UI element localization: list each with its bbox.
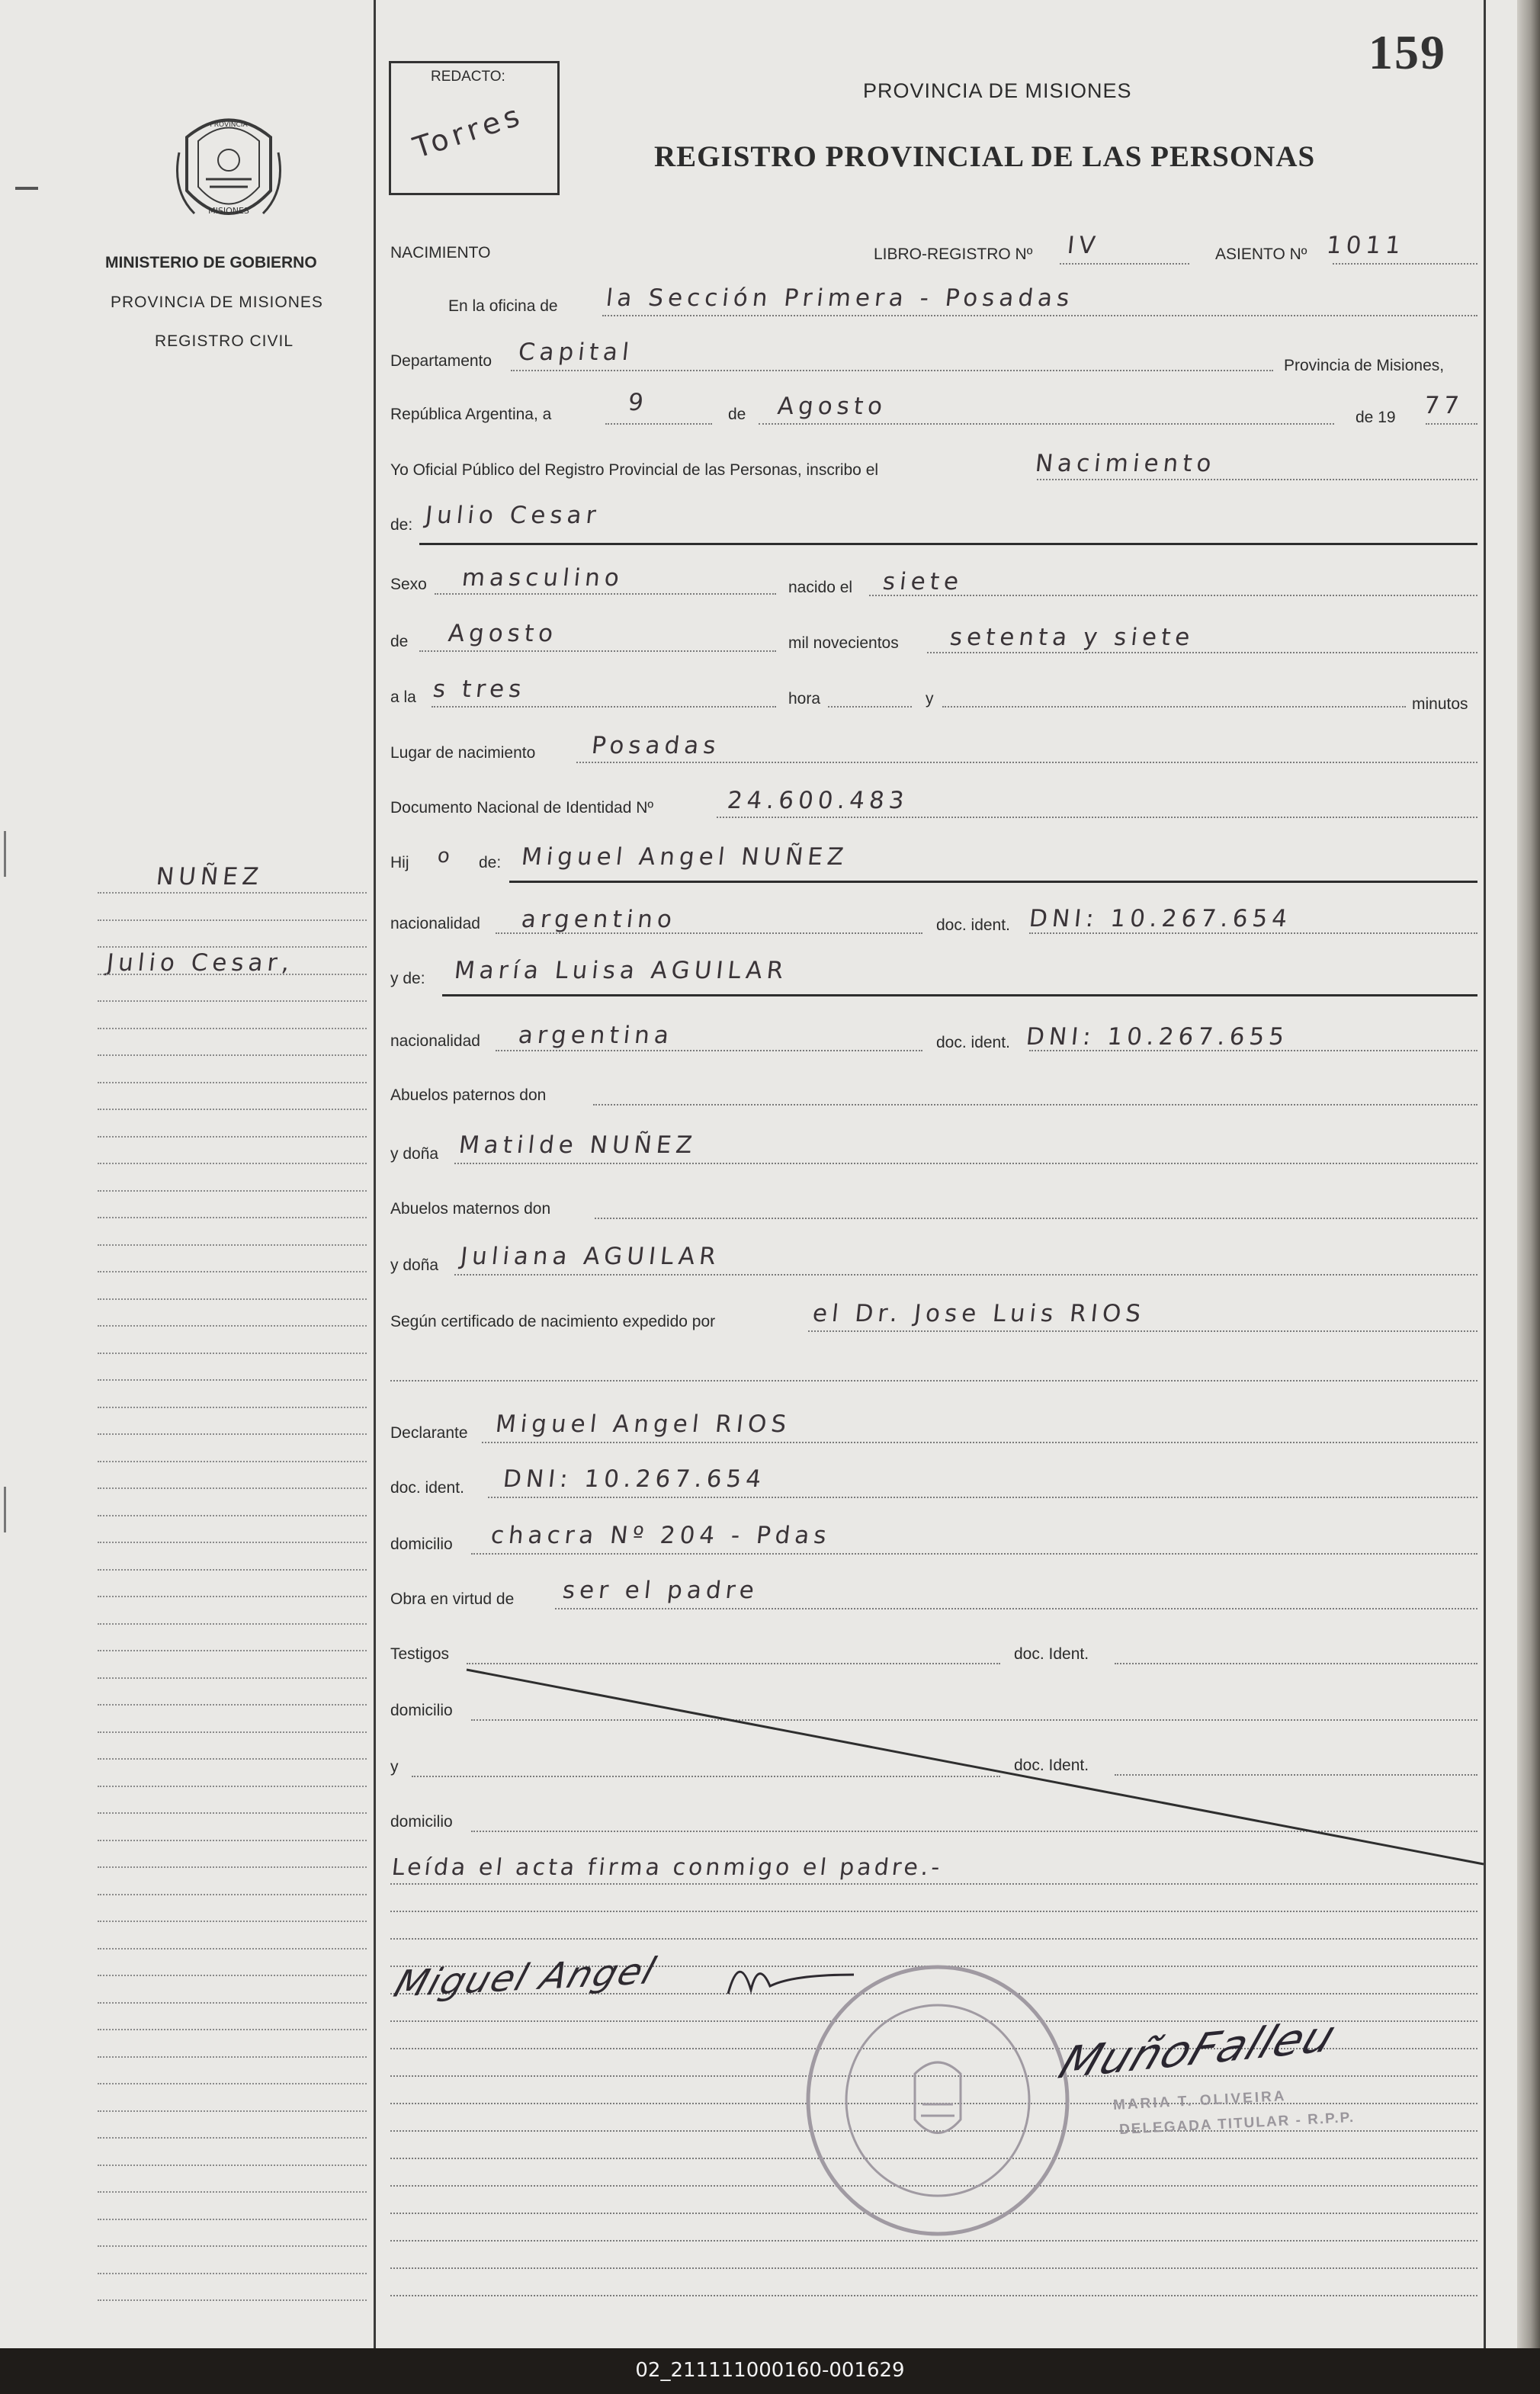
file-id-caption: 02_211111000160-001629 bbox=[635, 2359, 905, 2382]
testigo-doc-ident-label-1: doc. Ident. bbox=[1014, 1645, 1089, 1663]
abuela-materna-value: Juliana AGUILAR bbox=[459, 1243, 722, 1270]
nacionalidad-label-1: nacionalidad bbox=[390, 915, 480, 932]
hij-suffix: o bbox=[436, 845, 456, 868]
de-name-label: de: bbox=[390, 516, 413, 534]
page-number: 159 bbox=[1368, 25, 1446, 79]
body-rule-line bbox=[390, 1911, 1477, 1912]
de-padre-label: de: bbox=[479, 854, 502, 871]
province-title: PROVINCIA DE MISIONES bbox=[863, 79, 1132, 102]
dni-label: Documento Nacional de Identidad Nº bbox=[390, 799, 654, 817]
minutos-label: minutos bbox=[1412, 695, 1468, 713]
testigos-label: Testigos bbox=[390, 1645, 450, 1663]
doc-ident-label: doc. ident. bbox=[390, 1479, 464, 1497]
asiento-label: ASIENTO Nº bbox=[1215, 245, 1307, 263]
obra-label: Obra en virtud de bbox=[390, 1590, 515, 1608]
record-type-label: NACIMIENTO bbox=[390, 244, 491, 262]
inscribo-value: Nacimiento bbox=[1034, 450, 1218, 477]
libro-label: LIBRO-REGISTRO Nº bbox=[874, 245, 1033, 263]
docident-label-2: doc. ident. bbox=[936, 1034, 1010, 1051]
month-value: Agosto bbox=[776, 393, 889, 420]
official-title: DELEGADA TITULAR - R.P.P. bbox=[1118, 2109, 1356, 2139]
republica-label: República Argentina, a bbox=[390, 406, 552, 423]
registry-title: REGISTRO PROVINCIAL DE LAS PERSONAS bbox=[654, 140, 1316, 173]
body-rule-line bbox=[390, 2267, 1477, 2269]
nacionalidad-label-2: nacionalidad bbox=[390, 1032, 480, 1050]
dni-value: 24.600.483 bbox=[726, 787, 910, 814]
abuelos-paternos-label: Abuelos paternos don bbox=[390, 1086, 547, 1104]
name-value: Julio Cesar bbox=[424, 502, 602, 529]
declarante-label: Declarante bbox=[390, 1424, 468, 1442]
lugar-label: Lugar de nacimiento bbox=[390, 744, 536, 762]
departamento-value: Capital bbox=[517, 339, 635, 366]
provincia-suffix: Provincia de Misiones, bbox=[1284, 357, 1445, 374]
sexo-value: masculino bbox=[460, 564, 625, 592]
libro-value: IV bbox=[1066, 232, 1102, 259]
declarante-value: Miguel Angel RIOS bbox=[494, 1410, 792, 1438]
body-rule-line bbox=[390, 1938, 1477, 1940]
docident-label-1: doc. ident. bbox=[936, 916, 1010, 934]
redacto-label: REDACTO: bbox=[431, 69, 505, 85]
certificado-label: Según certificado de nacimiento expedido por bbox=[390, 1313, 716, 1330]
abuelos-maternos-label: Abuelos maternos don bbox=[390, 1200, 551, 1218]
nacido-month: Agosto bbox=[447, 620, 560, 647]
oficina-label: En la oficina de bbox=[448, 297, 558, 315]
testigo-doc-ident-label-2: doc. Ident. bbox=[1014, 1757, 1089, 1774]
official-signature: MuñoFalleu bbox=[1052, 2010, 1344, 2089]
nacionalidad-value-1: argentino bbox=[520, 906, 678, 933]
ministry-label: MINISTERIO DE GOBIERNO bbox=[105, 254, 317, 271]
asiento-value: 1011 bbox=[1325, 232, 1407, 259]
redacto-value: Torres bbox=[409, 98, 528, 165]
province-label: PROVINCIA DE MISIONES bbox=[111, 294, 323, 311]
testigo-domicilio-label-1: domicilio bbox=[390, 1702, 453, 1719]
lugar-value: Posadas bbox=[590, 732, 722, 759]
obra-value: ser el padre bbox=[561, 1577, 760, 1604]
body-rule-line bbox=[390, 1883, 1477, 1885]
ala-label: a la bbox=[390, 688, 416, 706]
y-dona-label-1: y doña bbox=[390, 1145, 439, 1163]
margin-surname: NUÑEZ bbox=[155, 863, 265, 891]
hij-label: Hij bbox=[390, 854, 409, 871]
abuela-paterna-value: Matilde NUÑEZ bbox=[457, 1131, 698, 1159]
oficina-value: la Sección Primera - Posadas bbox=[605, 284, 1076, 312]
madre-value: María Luisa AGUILAR bbox=[453, 957, 790, 984]
y-dona-label-2: y doña bbox=[390, 1256, 439, 1274]
de-year-label: de 19 bbox=[1356, 409, 1396, 426]
docident-value-2: DNI: 10.267.655 bbox=[1025, 1023, 1290, 1051]
closing-text: Leída el acta firma conmigo el padre.- bbox=[390, 1854, 945, 1881]
body-rule-line bbox=[390, 2295, 1477, 2296]
mil-value: setenta y siete bbox=[948, 624, 1196, 651]
nacido-value: siete bbox=[881, 568, 964, 595]
padre-value: Miguel Angel NUÑEZ bbox=[520, 843, 850, 871]
official-name: MARIA T. OLIVEIRA bbox=[1112, 2088, 1288, 2113]
registry-stamp-icon bbox=[800, 1959, 1075, 2242]
de-label: de bbox=[728, 406, 746, 423]
y-label: y bbox=[926, 690, 934, 708]
nacionalidad-value-2: argentina bbox=[517, 1022, 675, 1049]
ala-value: s tres bbox=[432, 676, 528, 703]
year-value: 77 bbox=[1423, 392, 1465, 419]
oficial-label: Yo Oficial Público del Registro Provincial de las Personas, inscribo el bbox=[390, 461, 879, 479]
registry-label: REGISTRO CIVIL bbox=[155, 332, 294, 350]
hora-label: hora bbox=[788, 690, 821, 708]
mil-label: mil novecientos bbox=[788, 634, 899, 652]
docident-value-1: DNI: 10.267.654 bbox=[1028, 905, 1293, 932]
de-label-2: de bbox=[390, 633, 409, 650]
nacido-label: nacido el bbox=[788, 579, 853, 596]
departamento-label: Departamento bbox=[390, 352, 492, 370]
testigo-domicilio-label-2: domicilio bbox=[390, 1813, 453, 1831]
domicilio-value: chacra Nº 204 - Pdas bbox=[489, 1522, 833, 1549]
day-value: 9 bbox=[627, 389, 650, 416]
seal-text-top: PROVINCIA bbox=[210, 121, 248, 129]
certificado-value: el Dr. Jose Luis RIOS bbox=[811, 1300, 1147, 1327]
seal-text-bottom: MISIONES bbox=[208, 206, 249, 216]
y-de-label: y de: bbox=[390, 970, 425, 987]
sexo-label: Sexo bbox=[390, 576, 427, 593]
domicilio-label: domicilio bbox=[390, 1536, 453, 1553]
margin-given-names: Julio Cesar, bbox=[105, 949, 296, 977]
doc-ident-value: DNI: 10.267.654 bbox=[502, 1465, 767, 1493]
testigo-y-label: y bbox=[390, 1758, 399, 1776]
declarante-signature: Miguel Angel bbox=[389, 1950, 663, 2006]
